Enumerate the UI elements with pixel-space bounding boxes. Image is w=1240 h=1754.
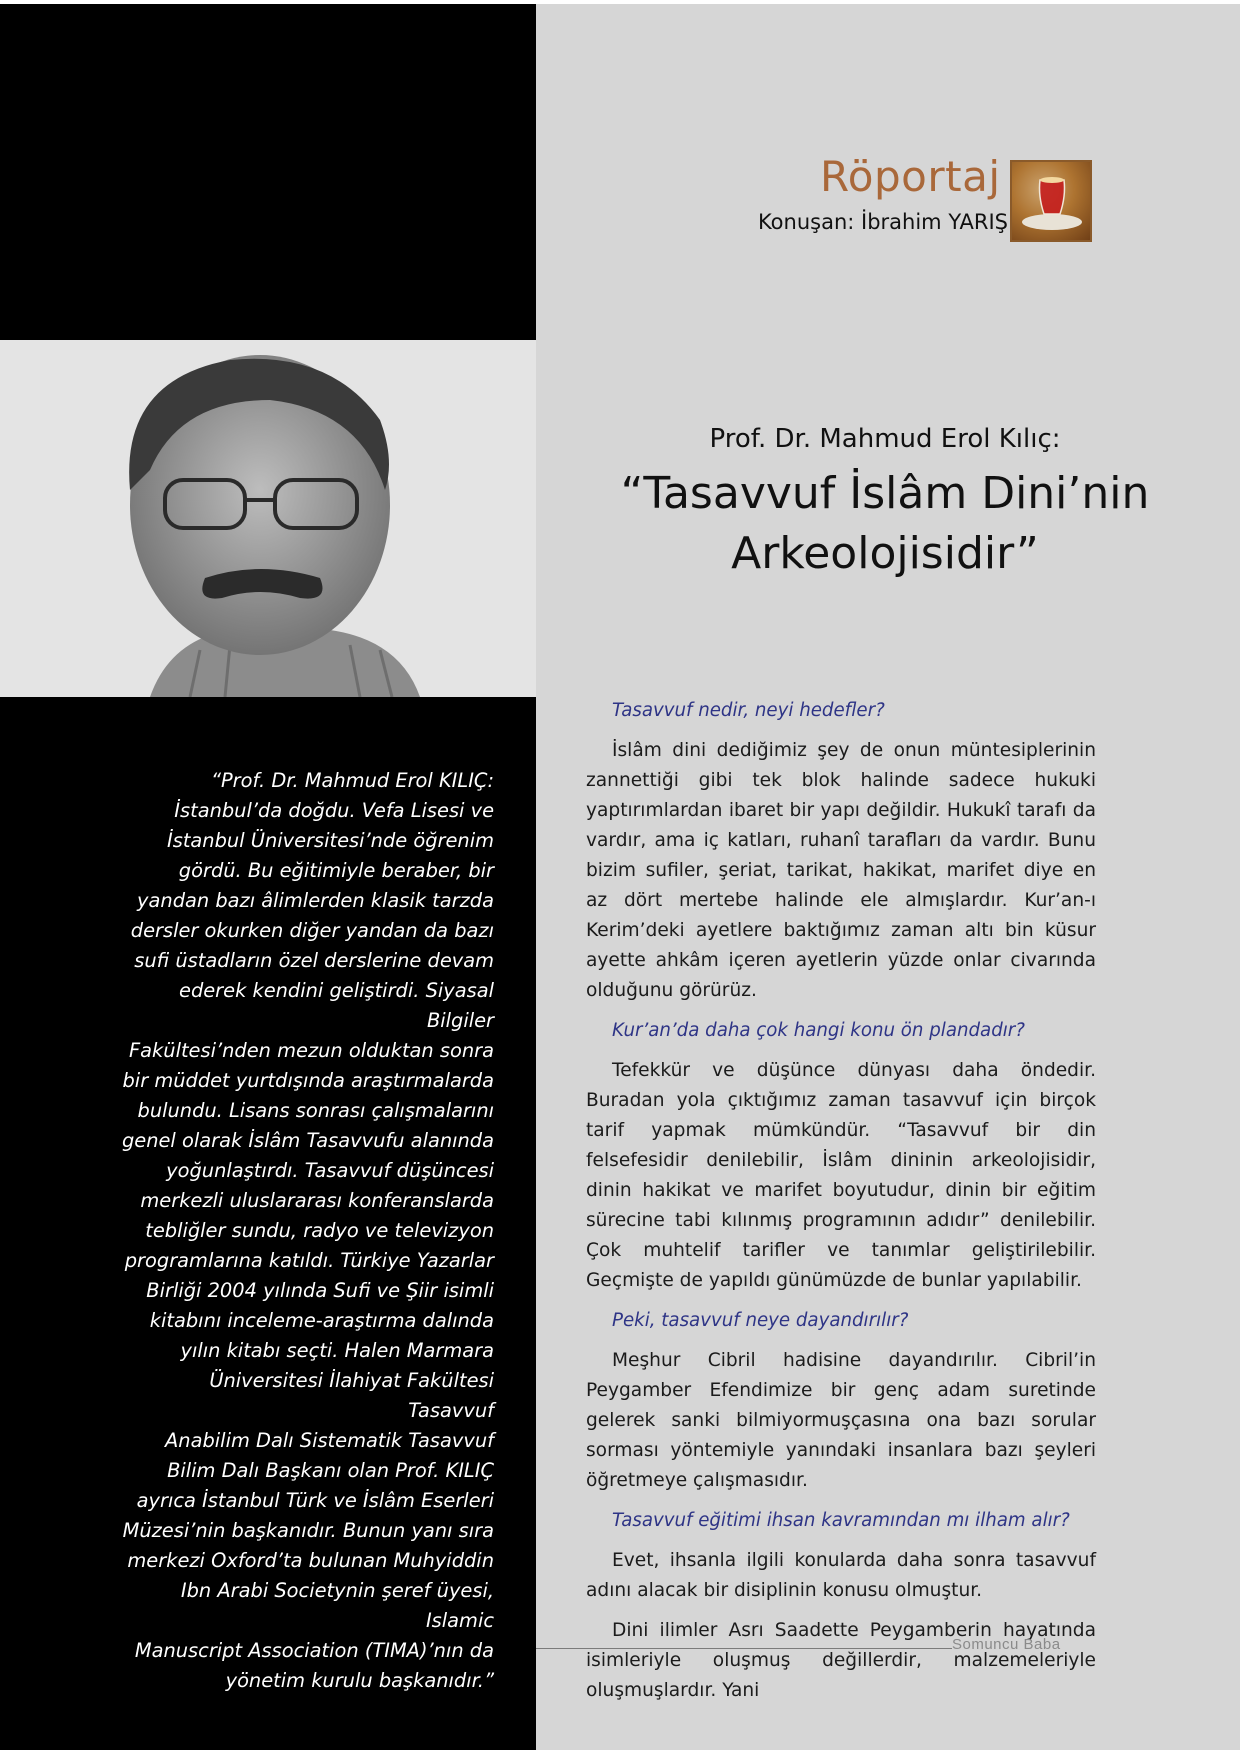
answer-4: Evet, ihsanla ilgili konularda daha sonra tasavvuf adını alacak bir disiplinin konusu olmuştur. xyxy=(586,1550,1096,1601)
bio-line: merkezli uluslararası konferanslarda xyxy=(140,1189,494,1212)
bio-line: ederek kendini geliştirdi. Siyasal Bilgiler xyxy=(179,979,494,1032)
bio-line: bir müddet yurtdışında araştırmalarda xyxy=(122,1069,494,1092)
answer-1: İslâm dini dediğimiz şey de onun müntesiplerinin zannettiği gibi tek blok halinde sadece hukuki yaptırımlardan ibaret bir yapı değildir. Hukukî tarafı da vardır, ama iç katları, ruhanî tarafları da vardır. Bunu bizim sufiler, şeriat, tarikat, hakikat, marifet diye en az dört mertebe halinde ele almışlardır. Kur’an-ı Kerim’deki ayetlere baktığımız zaman altı bin küsur ayette ahkâm içeren ayetlerin yüzde onlar civarında olduğunu görürüz. xyxy=(586,740,1096,1001)
portrait-photo xyxy=(0,340,536,697)
answer-3: Meşhur Cibril hadisine dayandırılır. Cibril’in Peygamber Efendimize bir genç adam suretinde gelerek sanki bilmiyormuşçasına ona bazı sorular sorması yöntemiyle yanındaki insanlara bazı şeyleri öğretmeye çalışmasıdır. xyxy=(586,1350,1096,1491)
question-3: Peki, tasavvuf neye dayandırılır? xyxy=(612,1310,909,1331)
bio-line: genel olarak İslâm Tasavvufu alanında xyxy=(121,1129,494,1152)
question-2: Kur’an’da daha çok hangi konu ön plandadır? xyxy=(612,1020,1025,1041)
footer-rule xyxy=(536,1648,952,1649)
bio-line: dersler okurken diğer yandan da bazı xyxy=(130,919,494,942)
headline-title xyxy=(560,464,1210,584)
biography-text xyxy=(120,766,494,1696)
question-4: Tasavvuf eğitimi ihsan kavramından mı ilham alır? xyxy=(612,1510,1070,1531)
headline-title-line-1: “Tasavvuf İslâm Dini’nin xyxy=(620,468,1150,519)
bio-line: tebliğler sundu, radyo ve televizyon xyxy=(145,1219,494,1242)
bio-line: Ibn Arabi Societynin şeref üyesi, Islamic xyxy=(180,1579,494,1632)
footer-brand: Somuncu Baba xyxy=(952,1636,1061,1653)
answer-5: Dini ilimler Asrı Saadette Peygamberin hayatında isimleriyle oluşmuş değillerdir, malzemeleriyle oluşmuşlardır. Yani xyxy=(586,1620,1096,1701)
headline-title-line-2: Arkeolojisidir” xyxy=(731,528,1039,579)
bio-line: ayrıca İstanbul Türk ve İslâm Eserleri xyxy=(136,1489,494,1512)
bio-line: kitabını inceleme-araştırma dalında xyxy=(149,1309,494,1332)
bio-line: sufi üstadların özel derslerine devam xyxy=(134,949,494,972)
bio-line: Manuscript Association (TIMA)’nın da xyxy=(134,1639,494,1662)
bio-line: Bilim Dalı Başkanı olan Prof. KILIÇ xyxy=(167,1459,494,1482)
bio-line: yönetim kurulu başkanıdır.” xyxy=(225,1669,494,1692)
bio-line: programlarına katıldı. Türkiye Yazarlar xyxy=(124,1249,494,1272)
bio-line: Müzesi’nin başkanıdır. Bunun yanı sıra xyxy=(122,1519,494,1542)
interview-body xyxy=(586,696,1096,1716)
bio-line: İstanbul Üniversitesi’nde öğrenim xyxy=(167,829,494,852)
bio-line: Üniversitesi İlahiyat Fakültesi Tasavvuf xyxy=(209,1369,494,1422)
bio-line: bulundu. Lisans sonrası çalışmalarını xyxy=(137,1099,494,1122)
headline-name: Prof. Dr. Mahmud Erol Kılıç: xyxy=(709,424,1061,454)
bio-line: yılın kitabı seçti. Halen Marmara xyxy=(180,1339,494,1362)
question-1: Tasavvuf nedir, neyi hedefler? xyxy=(612,700,885,721)
tea-glass-icon xyxy=(1010,160,1092,242)
bio-line: Fakültesi’nden mezun olduktan sonra xyxy=(129,1039,494,1062)
bio-line: İstanbul’da doğdu. Vefa Lisesi ve xyxy=(174,799,494,822)
section-title: Röportaj xyxy=(820,152,1001,201)
bio-line: gördü. Bu eğitimiyle beraber, bir xyxy=(178,859,494,882)
bio-line: merkezi Oxford’ta bulunan Muhyiddin xyxy=(127,1549,494,1572)
interviewer-credit: Konuşan: İbrahim YARIŞ xyxy=(757,210,1008,234)
bio-line: “Prof. Dr. Mahmud Erol KILIÇ: xyxy=(210,769,494,792)
bio-line: yoğunlaştırdı. Tasavvuf düşüncesi xyxy=(166,1159,494,1182)
bio-line: Birliği 2004 yılında Sufi ve Şiir isimli xyxy=(146,1279,494,1302)
bio-line: Anabilim Dalı Sistematik Tasavvuf xyxy=(165,1429,494,1452)
answer-2: Tefekkür ve düşünce dünyası daha öndedir. Buradan yola çıktığımız zaman tasavvuf için birçok tarif yapmak mümkündür. “Tasavvuf bir din felsefesidir denilebilir, İslâm dininin arkeolojisidir, dinin hakikat ve marifet boyutudur, dinin bir eğitim sürecine tabi kılınmış programının adıdır” denilebilir. Çok muhtelif tarifler ve tanımlar geliştirilebilir. Geçmişte de yapıldı günümüzde de bunlar yapılabilir. xyxy=(586,1060,1096,1291)
bio-line: yandan bazı âlimlerden klasik tarzda xyxy=(137,889,494,912)
